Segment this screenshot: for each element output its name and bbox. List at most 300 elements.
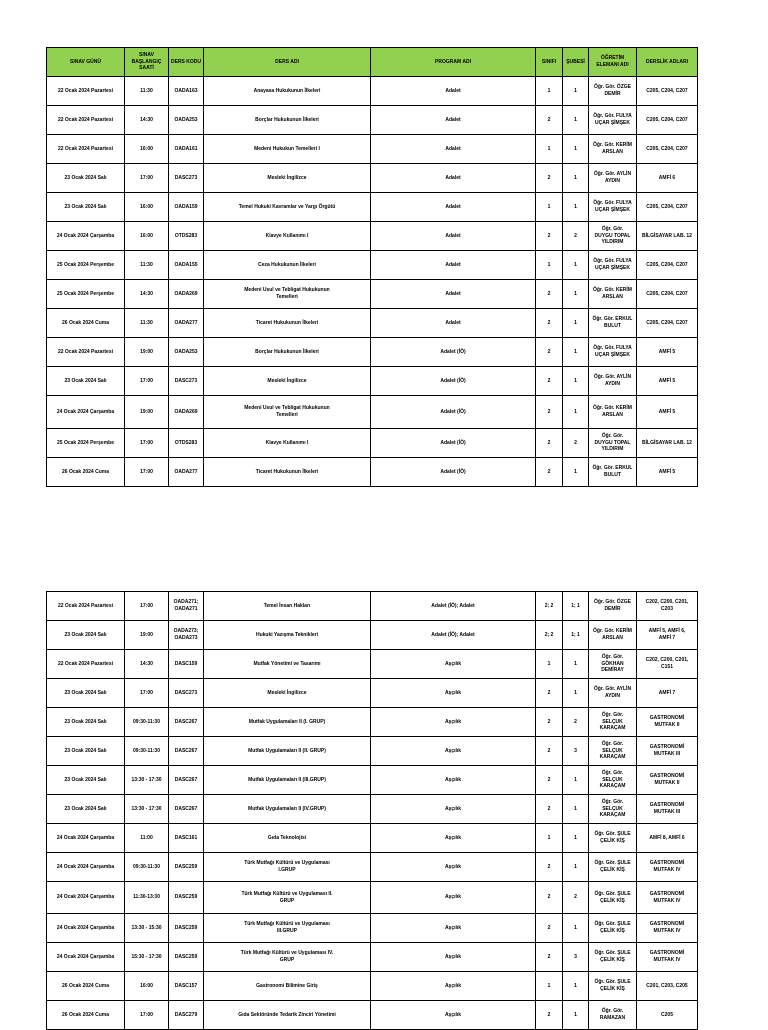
cell-section: 1; 1 — [563, 621, 589, 650]
cell-start-time: 16:00 — [125, 135, 169, 164]
cell-start-time: 15:30 - 17:30 — [125, 943, 169, 972]
cell-class: 2 — [536, 795, 563, 824]
cell-instructor: Öğr. Gör. ŞULE ÇELİK KİŞ — [589, 824, 637, 853]
cell-instructor: Öğr. Gör. FULYA UÇAR ŞİMŞEK — [589, 106, 637, 135]
cell-program-name: Adalet (İÖ) — [371, 429, 536, 458]
cell-course-code: DASC259 — [169, 914, 204, 943]
cell-instructor: Öğr. Gör. KERİM ARSLAN — [589, 135, 637, 164]
cell-course-code: DASC157 — [169, 972, 204, 1001]
cell-start-time: 09:30-11:30 — [125, 853, 169, 882]
cell-program-name: Adalet — [371, 280, 536, 309]
cell-section: 2 — [563, 882, 589, 914]
cell-class: 1 — [536, 193, 563, 222]
table-row — [47, 280, 698, 309]
cell-course-code: DASC273 — [169, 367, 204, 396]
cell-program-name: Aşçılık — [371, 824, 536, 853]
cell-class: 2 — [536, 458, 563, 487]
cell-section: 1 — [563, 106, 589, 135]
cell-exam-day: 23 Ocak 2024 Salı — [47, 795, 125, 824]
cell-exam-day: 26 Ocak 2024 Cuma — [47, 972, 125, 1001]
cell-exam-day: 22 Ocak 2024 Pazartesi — [47, 338, 125, 367]
cell-course-code: DASC161 — [169, 824, 204, 853]
cell-rooms: C205, C204, C207 — [637, 193, 698, 222]
cell-exam-day: 24 Ocak 2024 Çarşamba — [47, 824, 125, 853]
cell-instructor: Öğr. Gör. FULYA UÇAR ŞİMŞEK — [589, 251, 637, 280]
cell-exam-day: 23 Ocak 2024 Salı — [47, 164, 125, 193]
cell-course-code: OTDS283 — [169, 222, 204, 251]
table-row — [47, 458, 698, 487]
cell-rooms: AMFİ 8, AMFİ 6 — [637, 824, 698, 853]
cell-start-time: 14:30 — [125, 280, 169, 309]
cell-class: 2; 2 — [536, 592, 563, 621]
cell-course-code: DASC273 — [169, 164, 204, 193]
cell-instructor: Öğr. Gör. DUYGU TOPAL YILDIRIM — [589, 429, 637, 458]
cell-exam-day: 23 Ocak 2024 Salı — [47, 621, 125, 650]
cell-course-name: Türk Mutfağı Kültürü ve Uygulaması I.GRUP — [204, 853, 371, 882]
cell-class: 2 — [536, 737, 563, 766]
cell-start-time: 19:00 — [125, 621, 169, 650]
cell-exam-day: 22 Ocak 2024 Pazartesi — [47, 77, 125, 106]
cell-class: 2 — [536, 309, 563, 338]
table-row — [47, 429, 698, 458]
table-row — [47, 943, 698, 972]
cell-rooms: AMFİ 7 — [637, 679, 698, 708]
cell-course-code: DASC259 — [169, 943, 204, 972]
table-row — [47, 795, 698, 824]
table-row — [47, 914, 698, 943]
cell-exam-day: 23 Ocak 2024 Salı — [47, 367, 125, 396]
cell-rooms: GASTRONOMİ MUTFAK II — [637, 708, 698, 737]
header-course-code: DERS KODU — [169, 48, 204, 77]
cell-program-name: Aşçılık — [371, 650, 536, 679]
cell-course-code: DASC259 — [169, 853, 204, 882]
cell-rooms: AMFİ 5 — [637, 367, 698, 396]
cell-course-code: OADA273; OADA273 — [169, 621, 204, 650]
cell-program-name: Adalet — [371, 164, 536, 193]
cell-program-name: Aşçılık — [371, 708, 536, 737]
cell-course-name: Ticaret Hukukunun İlkeleri — [204, 458, 371, 487]
cell-section: 1 — [563, 251, 589, 280]
cell-course-code: DASC267 — [169, 795, 204, 824]
cell-section: 1 — [563, 1001, 589, 1030]
cell-class: 2 — [536, 1001, 563, 1030]
cell-instructor: Öğr. Gör. FULYA UÇAR ŞİMŞEK — [589, 193, 637, 222]
table-row — [47, 824, 698, 853]
cell-start-time: 16:00 — [125, 972, 169, 1001]
cell-start-time: 11:30 — [125, 309, 169, 338]
table-header-row — [47, 48, 698, 77]
cell-class: 2 — [536, 367, 563, 396]
cell-instructor: Öğr. Gör. RAMAZAN — [589, 1001, 637, 1030]
cell-rooms: AMFİ 5 — [637, 338, 698, 367]
cell-program-name: Adalet (İÖ) — [371, 338, 536, 367]
cell-start-time: 14:30 — [125, 650, 169, 679]
cell-instructor: Öğr. Gör. ŞULE ÇELİK KİŞ — [589, 882, 637, 914]
cell-course-name: Ceza Hukukunun İlkeleri — [204, 251, 371, 280]
cell-course-name: Türk Mutfağı Kültürü ve Uygulaması IV. GRUP — [204, 943, 371, 972]
cell-start-time: 16:00 — [125, 193, 169, 222]
cell-course-name: Mutfak Uygulamaları II (III.GRUP) — [204, 766, 371, 795]
cell-start-time: 09:30-11:30 — [125, 737, 169, 766]
cell-course-code: OADA253 — [169, 338, 204, 367]
cell-instructor: Öğr. Gör. KERİM ARSLAN — [589, 621, 637, 650]
cell-course-code: OADA271; OADA271 — [169, 592, 204, 621]
table-row — [47, 251, 698, 280]
cell-course-name: Mutfak Uygulamaları II (IV.GRUP) — [204, 795, 371, 824]
cell-section: 1 — [563, 193, 589, 222]
cell-instructor: Öğr. Gör. AYLİN AYDIN — [589, 367, 637, 396]
cell-rooms: C205 — [637, 1001, 698, 1030]
table-row — [47, 708, 698, 737]
cell-course-code: OTDS283 — [169, 429, 204, 458]
cell-course-code: OADA269 — [169, 280, 204, 309]
table-row — [47, 396, 698, 429]
cell-rooms: C205, C204, C207 — [637, 251, 698, 280]
cell-course-code: OADA159 — [169, 193, 204, 222]
cell-rooms: AMFİ 5 — [637, 458, 698, 487]
cell-class: 2 — [536, 396, 563, 429]
cell-section: 3 — [563, 737, 589, 766]
cell-start-time: 17:00 — [125, 367, 169, 396]
cell-exam-day: 25 Ocak 2024 Perşembe — [47, 251, 125, 280]
cell-start-time: 17:00 — [125, 679, 169, 708]
cell-exam-day: 23 Ocak 2024 Salı — [47, 708, 125, 737]
cell-section: 1 — [563, 367, 589, 396]
cell-rooms: AMFİ 6 — [637, 164, 698, 193]
cell-instructor: Öğr. Gör. ÖZGE DEMİR — [589, 592, 637, 621]
cell-class: 2 — [536, 106, 563, 135]
table-row — [47, 1001, 698, 1030]
cell-class: 2; 2 — [536, 621, 563, 650]
cell-class: 1 — [536, 135, 563, 164]
cell-program-name: Adalet (İÖ) — [371, 458, 536, 487]
cell-start-time: 17:00 — [125, 429, 169, 458]
cell-exam-day: 25 Ocak 2024 Perşembe — [47, 280, 125, 309]
cell-exam-day: 23 Ocak 2024 Salı — [47, 737, 125, 766]
cell-rooms: AMFİ 5 — [637, 396, 698, 429]
cell-course-name: Türk Mutfağı Kültürü ve Uygulaması II. GRUP — [204, 882, 371, 914]
table-row — [47, 367, 698, 396]
cell-exam-day: 25 Ocak 2024 Perşembe — [47, 429, 125, 458]
cell-course-name: Gıda Teknolojisi — [204, 824, 371, 853]
cell-course-name: Hukuki Yazışma Teknikleri — [204, 621, 371, 650]
cell-instructor: Öğr. Gör. KERİM ARSLAN — [589, 396, 637, 429]
cell-program-name: Aşçılık — [371, 943, 536, 972]
cell-exam-day: 23 Ocak 2024 Salı — [47, 193, 125, 222]
header-course-name: DERS ADI — [204, 48, 371, 77]
cell-instructor: Öğr. Gör. AYLİN AYDIN — [589, 679, 637, 708]
exam-schedule-table-1 — [46, 47, 698, 487]
cell-course-code: DASC279 — [169, 1001, 204, 1030]
cell-rooms: GASTRONOMİ MUTFAK III — [637, 795, 698, 824]
cell-section: 1 — [563, 77, 589, 106]
cell-course-name: Medeni Usul ve Tebligat Hukukunun Temelleri — [204, 280, 371, 309]
cell-class: 2 — [536, 280, 563, 309]
cell-start-time: 17:00 — [125, 592, 169, 621]
cell-rooms: BİLGİSAYAR LAB. 12 — [637, 222, 698, 251]
cell-instructor: Öğr. Gör. ŞULE ÇELİK KİŞ — [589, 914, 637, 943]
header-instructor: ÖĞRETİM ELEMANI ADI — [589, 48, 637, 77]
cell-program-name: Adalet (İÖ) — [371, 367, 536, 396]
cell-rooms: GASTRONOMİ MUTFAK III — [637, 737, 698, 766]
cell-section: 2 — [563, 222, 589, 251]
cell-start-time: 11:00 — [125, 824, 169, 853]
cell-exam-day: 22 Ocak 2024 Pazartesi — [47, 650, 125, 679]
cell-program-name: Aşçılık — [371, 795, 536, 824]
cell-course-code: DASC267 — [169, 737, 204, 766]
cell-program-name: Aşçılık — [371, 882, 536, 914]
cell-section: 1 — [563, 853, 589, 882]
cell-exam-day: 26 Ocak 2024 Cuma — [47, 1001, 125, 1030]
cell-course-name: Borçlar Hukukunun İlkeleri — [204, 106, 371, 135]
cell-course-code: OADA163 — [169, 77, 204, 106]
cell-course-name: Mesleki İngilizce — [204, 164, 371, 193]
cell-program-name: Adalet (İÖ) — [371, 396, 536, 429]
cell-start-time: 19:00 — [125, 396, 169, 429]
cell-instructor: Öğr. Gör. SELÇUK KARAÇAM — [589, 766, 637, 795]
cell-program-name: Adalet — [371, 222, 536, 251]
cell-rooms: C202, C200, C201, C203 — [637, 592, 698, 621]
cell-exam-day: 26 Ocak 2024 Cuma — [47, 309, 125, 338]
cell-course-name: Medeni Usul ve Tebligat Hukukunun Temelleri — [204, 396, 371, 429]
cell-exam-day: 22 Ocak 2024 Pazartesi — [47, 106, 125, 135]
cell-class: 2 — [536, 882, 563, 914]
cell-course-name: Borçlar Hukukunun İlkeleri — [204, 338, 371, 367]
cell-rooms: GASTRONOMİ MUTFAK IV — [637, 914, 698, 943]
cell-rooms: AMFİ 5, AMFİ 6, AMFİ 7 — [637, 621, 698, 650]
cell-instructor: Öğr. Gör. DUYGU TOPAL YILDIRIM — [589, 222, 637, 251]
cell-instructor: Öğr. Gör. KERİM ARSLAN — [589, 280, 637, 309]
cell-instructor: Öğr. Gör. ŞULE ÇELİK KİŞ — [589, 943, 637, 972]
table-row — [47, 193, 698, 222]
cell-course-code: OADA277 — [169, 458, 204, 487]
cell-exam-day: 22 Ocak 2024 Pazartesi — [47, 592, 125, 621]
cell-exam-day: 24 Ocak 2024 Çarşamba — [47, 914, 125, 943]
cell-course-name: Ticaret Hukukunun İlkeleri — [204, 309, 371, 338]
cell-class: 1 — [536, 650, 563, 679]
cell-program-name: Adalet (İÖ); Adalet — [371, 592, 536, 621]
header-exam-day: SINAV GÜNÜ — [47, 48, 125, 77]
cell-rooms: C205, C204, C207 — [637, 309, 698, 338]
cell-instructor: Öğr. Gör. ŞULE ÇELİK KİŞ — [589, 972, 637, 1001]
header-start-time: SINAV BAŞLANGIÇ SAATİ — [125, 48, 169, 77]
cell-class: 1 — [536, 77, 563, 106]
cell-start-time: 11:30 — [125, 251, 169, 280]
cell-class: 2 — [536, 943, 563, 972]
table-row — [47, 737, 698, 766]
cell-course-code: OADA269 — [169, 396, 204, 429]
cell-section: 1 — [563, 795, 589, 824]
cell-course-name: Mutfak Uygulamaları II (II. GRUP) — [204, 737, 371, 766]
cell-exam-day: 24 Ocak 2024 Çarşamba — [47, 396, 125, 429]
table-row — [47, 106, 698, 135]
cell-exam-day: 22 Ocak 2024 Pazartesi — [47, 135, 125, 164]
table-row — [47, 135, 698, 164]
table-row — [47, 592, 698, 621]
cell-instructor: Öğr. Gör. FULYA UÇAR ŞİMŞEK — [589, 338, 637, 367]
cell-program-name: Aşçılık — [371, 679, 536, 708]
cell-class: 1 — [536, 972, 563, 1001]
table-body-2 — [47, 592, 698, 1030]
cell-class: 2 — [536, 766, 563, 795]
cell-start-time: 16:00 — [125, 222, 169, 251]
cell-class: 1 — [536, 824, 563, 853]
table-row — [47, 77, 698, 106]
cell-section: 1 — [563, 766, 589, 795]
cell-section: 1; 1 — [563, 592, 589, 621]
cell-instructor: Öğr. Gör. ŞULE ÇELİK KİŞ — [589, 853, 637, 882]
cell-rooms: C205, C204, C207 — [637, 106, 698, 135]
cell-class: 2 — [536, 429, 563, 458]
cell-instructor: Öğr. Gör. SELÇUK KARAÇAM — [589, 737, 637, 766]
table-row — [47, 882, 698, 914]
cell-section: 1 — [563, 824, 589, 853]
cell-section: 1 — [563, 164, 589, 193]
cell-course-code: OADA155 — [169, 251, 204, 280]
cell-program-name: Aşçılık — [371, 914, 536, 943]
cell-program-name: Adalet — [371, 309, 536, 338]
cell-class: 2 — [536, 164, 563, 193]
cell-course-name: Türk Mutfağı Kültürü ve Uygulaması III.GRUP — [204, 914, 371, 943]
cell-course-name: Medeni Hukukun Temelleri I — [204, 135, 371, 164]
cell-course-name: Temel Hukuki Kavramlar ve Yargı Örgütü — [204, 193, 371, 222]
cell-instructor: Öğr. Gör. GÖKHAN DEMİRAY — [589, 650, 637, 679]
cell-course-name: Mutfak Yönetimi ve Tasarımı — [204, 650, 371, 679]
cell-course-name: Mesleki İngilizce — [204, 367, 371, 396]
cell-rooms: GASTRONOMİ MUTFAK IV — [637, 943, 698, 972]
cell-exam-day: 26 Ocak 2024 Cuma — [47, 458, 125, 487]
cell-start-time: 11:30-13:30 — [125, 882, 169, 914]
table-row — [47, 222, 698, 251]
cell-course-code: DASC267 — [169, 766, 204, 795]
cell-course-code: DASC259 — [169, 882, 204, 914]
header-section: ŞUBESİ — [563, 48, 589, 77]
cell-course-name: Anayasa Hukukunun İlkeleri — [204, 77, 371, 106]
cell-instructor: Öğr. Gör. AYLİN AYDIN — [589, 164, 637, 193]
cell-course-name: Temel İnsan Hakları — [204, 592, 371, 621]
cell-section: 1 — [563, 338, 589, 367]
cell-course-code: OADA277 — [169, 309, 204, 338]
cell-section: 2 — [563, 708, 589, 737]
table-row — [47, 679, 698, 708]
cell-section: 1 — [563, 280, 589, 309]
header-rooms: DERSLİK ADLARI — [637, 48, 698, 77]
cell-instructor: Öğr. Gör. SELÇUK KARAÇAM — [589, 795, 637, 824]
cell-rooms: BİLGİSAYAR LAB. 12 — [637, 429, 698, 458]
table-row — [47, 972, 698, 1001]
cell-class: 1 — [536, 251, 563, 280]
cell-course-name: Klavye Kullanımı I — [204, 429, 371, 458]
header-class: SINIFI — [536, 48, 563, 77]
cell-section: 1 — [563, 396, 589, 429]
cell-section: 1 — [563, 309, 589, 338]
cell-start-time: 11:30 — [125, 77, 169, 106]
cell-exam-day: 24 Ocak 2024 Çarşamba — [47, 882, 125, 914]
cell-section: 1 — [563, 650, 589, 679]
table-row — [47, 621, 698, 650]
cell-program-name: Adalet — [371, 135, 536, 164]
cell-class: 2 — [536, 708, 563, 737]
cell-start-time: 14:30 — [125, 106, 169, 135]
cell-rooms: GASTRONOMİ MUTFAK IV — [637, 853, 698, 882]
table-row — [47, 164, 698, 193]
table-row — [47, 853, 698, 882]
cell-course-name: Gastronomi Bilimine Giriş — [204, 972, 371, 1001]
cell-rooms: C201, C203, C205 — [637, 972, 698, 1001]
cell-program-name: Aşçılık — [371, 737, 536, 766]
cell-start-time: 13:30 - 17:30 — [125, 795, 169, 824]
cell-course-code: DASC159 — [169, 650, 204, 679]
cell-program-name: Aşçılık — [371, 1001, 536, 1030]
cell-start-time: 09:30-11:30 — [125, 708, 169, 737]
cell-class: 2 — [536, 679, 563, 708]
cell-start-time: 19:00 — [125, 338, 169, 367]
cell-section: 1 — [563, 135, 589, 164]
cell-rooms: GASTRONOMİ MUTFAK IV — [637, 882, 698, 914]
cell-rooms: C202, C200, C201, C151 — [637, 650, 698, 679]
table-row — [47, 650, 698, 679]
cell-section: 1 — [563, 458, 589, 487]
cell-exam-day: 24 Ocak 2024 Çarşamba — [47, 853, 125, 882]
cell-program-name: Adalet (İÖ); Adalet — [371, 621, 536, 650]
cell-rooms: C205, C204, C207 — [637, 135, 698, 164]
cell-course-code: OADA253 — [169, 106, 204, 135]
cell-start-time: 13:30 - 15:30 — [125, 914, 169, 943]
cell-exam-day: 23 Ocak 2024 Salı — [47, 679, 125, 708]
cell-program-name: Adalet — [371, 251, 536, 280]
cell-section: 1 — [563, 914, 589, 943]
cell-exam-day: 24 Ocak 2024 Çarşamba — [47, 943, 125, 972]
cell-course-name: Mesleki İngilizce — [204, 679, 371, 708]
cell-program-name: Aşçılık — [371, 766, 536, 795]
cell-course-name: Gıda Sektöründe Tedarik Zinciri Yönetimi — [204, 1001, 371, 1030]
cell-program-name: Aşçılık — [371, 972, 536, 1001]
cell-course-code: OADA161 — [169, 135, 204, 164]
cell-rooms: GASTRONOMİ MUTFAK II — [637, 766, 698, 795]
cell-exam-day: 23 Ocak 2024 Salı — [47, 766, 125, 795]
cell-course-code: DASC273 — [169, 679, 204, 708]
cell-rooms: C205, C204, C207 — [637, 77, 698, 106]
cell-class: 2 — [536, 853, 563, 882]
table-row — [47, 766, 698, 795]
cell-instructor: Öğr. Gör. ERKUL BULUT — [589, 458, 637, 487]
cell-start-time: 17:00 — [125, 458, 169, 487]
cell-course-name: Klavye Kullanımı I — [204, 222, 371, 251]
table-body-1 — [47, 77, 698, 487]
exam-schedule-table-2 — [46, 591, 698, 1030]
cell-program-name: Adalet — [371, 106, 536, 135]
cell-program-name: Adalet — [371, 193, 536, 222]
cell-program-name: Aşçılık — [371, 853, 536, 882]
table-row — [47, 309, 698, 338]
cell-class: 2 — [536, 914, 563, 943]
cell-start-time: 17:00 — [125, 164, 169, 193]
cell-section: 2 — [563, 429, 589, 458]
cell-program-name: Adalet — [371, 77, 536, 106]
cell-rooms: C205, C204, C207 — [637, 280, 698, 309]
cell-instructor: Öğr. Gör. SELÇUK KARAÇAM — [589, 708, 637, 737]
cell-course-code: DASC267 — [169, 708, 204, 737]
cell-instructor: Öğr. Gör. ERKUL BULUT — [589, 309, 637, 338]
cell-exam-day: 24 Ocak 2024 Çarşamba — [47, 222, 125, 251]
header-program-name: PROGRAM ADI — [371, 48, 536, 77]
cell-instructor: Öğr. Gör. ÖZGE DEMİR — [589, 77, 637, 106]
cell-section: 3 — [563, 943, 589, 972]
table-row — [47, 338, 698, 367]
cell-start-time: 17:00 — [125, 1001, 169, 1030]
cell-class: 2 — [536, 222, 563, 251]
cell-course-name: Mutfak Uygulamaları II (I. GRUP) — [204, 708, 371, 737]
